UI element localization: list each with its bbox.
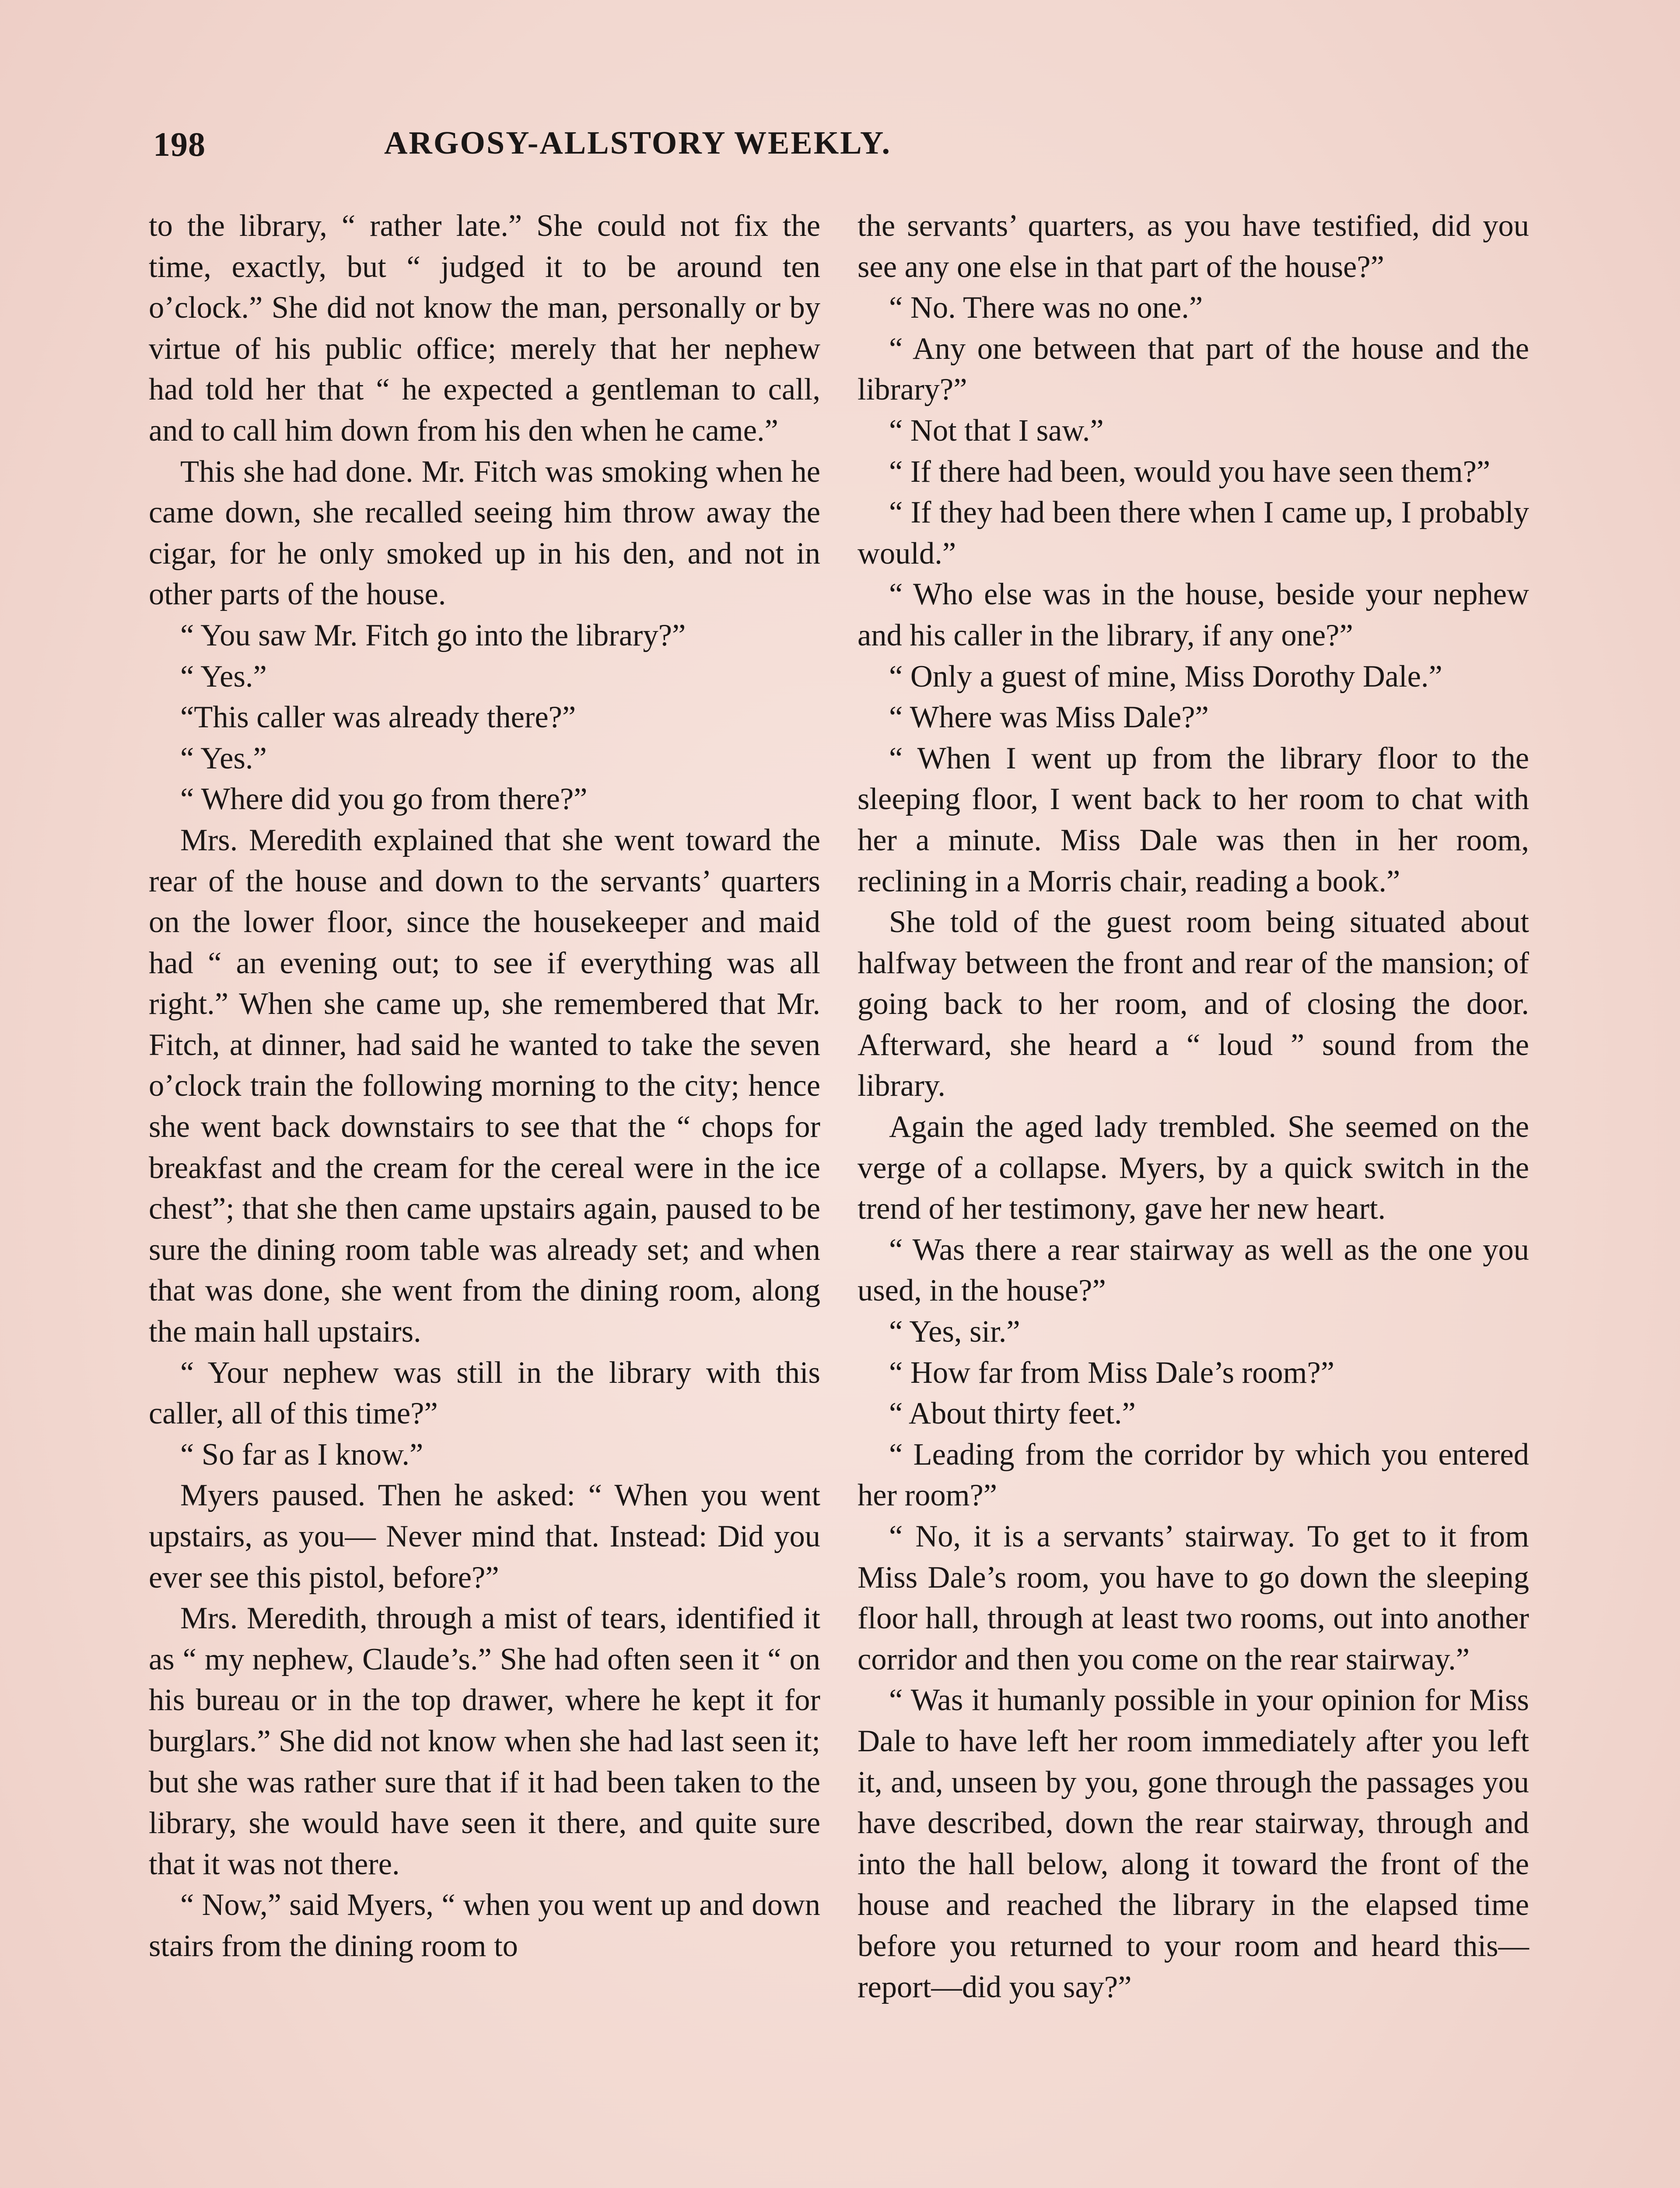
paragraph: “ If there had been, would you have seen them?” — [889, 454, 1491, 489]
right-text-column — [858, 206, 1529, 2008]
paragraph: “ Only a guest of mine, Miss Dorothy Dale.” — [889, 659, 1442, 694]
paragraph: “ Your nephew was still in the library with this caller, all of this time?” — [149, 1355, 820, 1431]
paragraph: “ Now,” said Myers, “ when you went up and down stairs from the dining room to — [149, 1888, 820, 1963]
paragraph: “ Was it humanly possible in your opinion for Miss Dale to have left her room immediately after you left it, and, unseen by you, gone through the passages you have described, down the rear stairway, through and into the hall below, along it toward the front of the house and reached the library in the elapsed time before you returned to your room and heard this—report—did you say?” — [858, 1683, 1529, 2004]
paragraph: “ If they had been there when I came up, I probably would.” — [858, 495, 1529, 571]
paragraph: “ So far as I know.” — [180, 1437, 424, 1472]
paragraph: “ Any one between that part of the house and the library?” — [858, 331, 1529, 407]
paragraph: “ Where did you go from there?” — [180, 782, 588, 817]
paragraph: “ How far from Miss Dale’s room?” — [889, 1355, 1335, 1390]
paragraph: “ Who else was in the house, beside your nephew and his caller in the library, if any one?” — [858, 577, 1529, 652]
paragraph: the servants’ quarters, as you have testified, did you see any one else in that part of the house?” — [858, 209, 1529, 284]
paragraph: “ You saw Mr. Fitch go into the library?” — [180, 618, 686, 652]
paragraph: “ No, it is a servants’ stairway. To get to it from Miss Dale’s room, you have to go down the sleeping floor hall, through at least two rooms, out into another corridor and then you come on the rear stairway.” — [858, 1519, 1529, 1676]
paragraph: She told of the guest room being situated about halfway between the front and rear of the mansion; of going back to her room, and of closing the door. Afterward, she heard a “ loud ” sound from the library. — [858, 905, 1529, 1103]
paragraph: Mrs. Meredith, through a mist of tears, identified it as “ my nephew, Claude’s.” She had often seen it “ on his bureau or in the top drawer, where he kept it for burglars.” She did not know when she had last seen it; but she was rather sure that if it had been taken to the library, she would have seen it there, and quite sure that it was not there. — [149, 1601, 820, 1881]
paragraph: “ Leading from the corridor by which you entered her room?” — [858, 1437, 1529, 1513]
paragraph: “ Yes, sir.” — [889, 1315, 1020, 1349]
paragraph: “ Yes.” — [180, 741, 267, 775]
page-number: 198 — [153, 125, 206, 163]
paragraph: “ Not that I saw.” — [889, 413, 1104, 448]
paragraph: to the library, “ rather late.” She could not fix the time, exactly, but “ judged it to be around ten o’clock.” She did not know the man, personally or by virtue of his public office; merely that her nephew had told her that “ he expected a gentleman to call, and to call him down from his den when he came.” — [149, 209, 820, 448]
paragraph: Myers paused. Then he asked: “ When you went upstairs, as you— Never mind that. Instead: Did you ever see this pistol, before?” — [149, 1478, 820, 1595]
paragraph: “This caller was already there?” — [180, 700, 576, 735]
paragraph: This she had done. Mr. Fitch was smoking when he came down, she recalled seeing him throw away the cigar, for he only smoked up in his den, and not in other parts of the house. — [149, 454, 820, 612]
paragraph: “ Yes.” — [180, 659, 267, 694]
paragraph: Again the aged lady trembled. She seemed on the verge of a collapse. Myers, by a quick switch in the trend of her testimony, gave her new heart. — [858, 1110, 1529, 1226]
paragraph: “ Where was Miss Dale?” — [889, 700, 1209, 735]
page-header — [153, 125, 1122, 173]
paragraph: “ About thirty feet.” — [889, 1396, 1136, 1431]
paragraph: “ Was there a rear stairway as well as the one you used, in the house?” — [858, 1232, 1529, 1308]
running-head: ARGOSY-ALLSTORY WEEKLY. — [384, 125, 892, 161]
paragraph: “ No. There was no one.” — [889, 291, 1203, 325]
paragraph: Mrs. Meredith explained that she went toward the rear of the house and down to the servants’ quarters on the lower floor, since the housekeeper and maid had “ an evening out; to see if everything was all right.” When she came up, she remembered that Mr. Fitch, at dinner, had said he wanted to take the seven o’clock train the following morning to the city; hence she went back downstairs to see that the “ chops for breakfast and the cream for the cereal were in the ice chest”; that she then came upstairs again, paused to be sure the dining room table was already set; and when that was done, she went from the dining room, along the main hall upstairs. — [149, 823, 820, 1349]
left-text-column — [149, 206, 820, 1967]
paragraph: “ When I went up from the library floor to the sleeping floor, I went back to her room to chat with her a minute. Miss Dale was then in her room, reclining in a Morris chair, reading a book.” — [858, 741, 1529, 898]
